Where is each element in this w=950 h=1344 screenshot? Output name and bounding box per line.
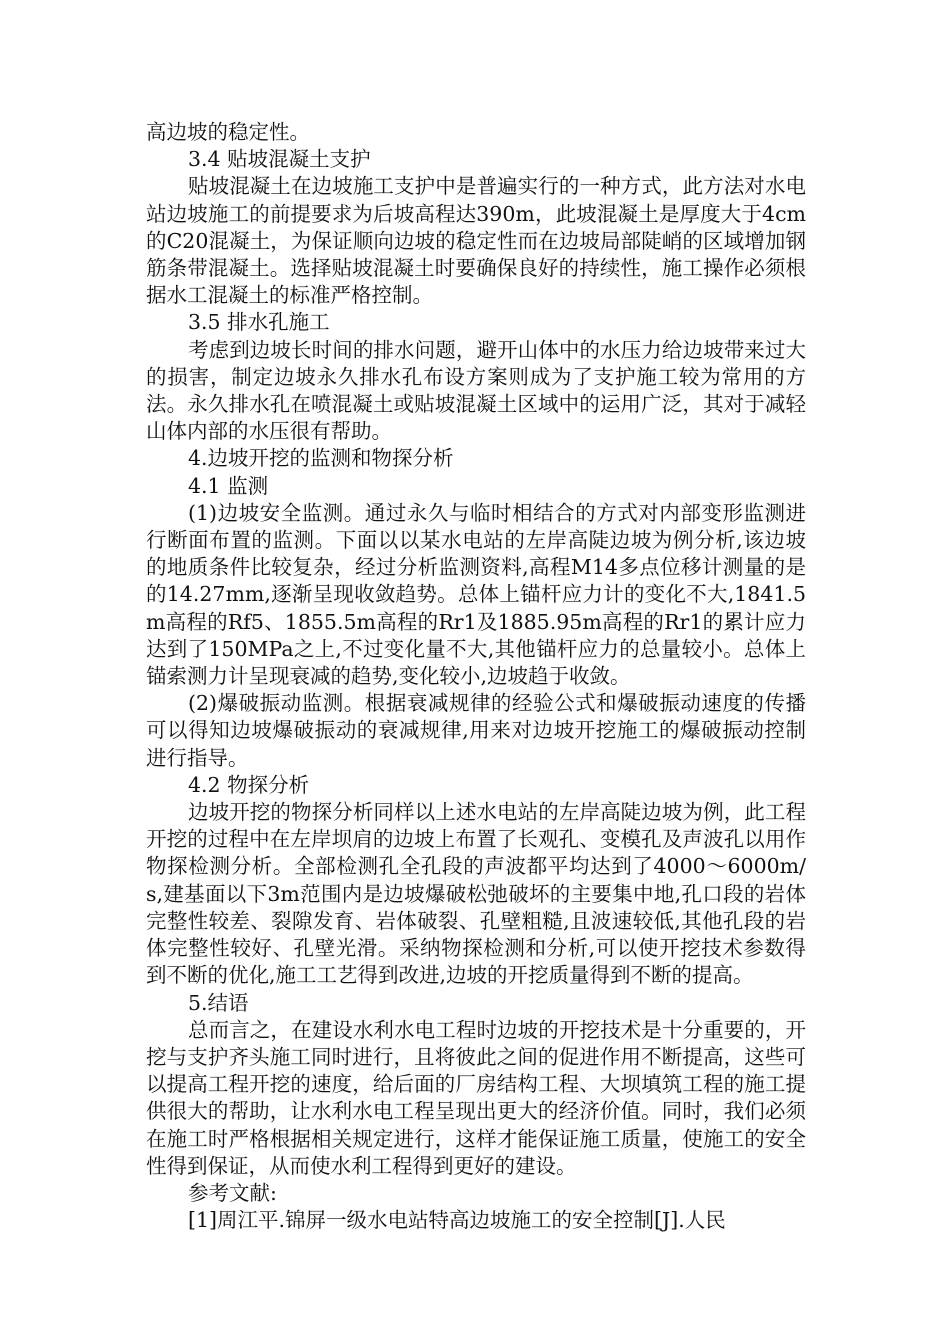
paragraph-conclusion: 总而言之，在建设水利水电工程时边坡的开挖技术是十分重要的，开挖与支护齐头施工同时进行，且将彼此之间的促进作用不断提高，这些可以提高工程开挖的速度，给后面的厂房结构工程、大坝填筑工程的施工提供很大的帮助，让水利水电工程呈现出更大的经济价值。同时，我们必须在施工时严格根据相关规定进行，这样才能保证施工质量，使施工的安全性得到保证，从而使水利工程得到更好的建设。 (146, 1017, 806, 1178)
heading-4-1: 4.1 监测 (188, 473, 269, 498)
document-body (146, 119, 806, 1234)
paragraph-blasting-vibration-monitoring: (2)爆破振动监测。根据衰减规律的经验公式和爆破振动速度的传播可以得知边坡爆破振动的衰减规律,用来对边坡开挖施工的爆破振动控制进行指导。 (146, 691, 806, 770)
reference-item-1: [1]周江平.锦屏一级水电站特高边坡施工的安全控制[J].人民 (188, 1208, 726, 1233)
paragraph-geophysical-analysis: 边坡开挖的物探分析同样以上述水电站的左岸高陡边坡为例，此工程开挖的过程中在左岸坝肩的边坡上布置了长观孔、变模孔及声波孔以用作物探检测分析。全部检测孔全孔段的声波都平均达到了4000～6000m/s,建基面以下3m范围内是边坡爆破松弛破坏的主要集中地,孔口段的岩体完整性较差、裂隙发育、岩体破裂、孔壁粗糙,且波速较低,其他孔段的岩体完整性较好、孔壁光滑。采纳物探检测和分析,可以使开挖技术参数得到不断的优化,施工工艺得到改进,边坡的开挖质量得到不断的提高。 (146, 800, 806, 988)
paragraph-drainage-holes: 考虑到边坡长时间的排水问题，避开山体中的水压力给边坡带来过大的损害，制定边坡永久排水孔布设方案则成为了支护施工较为常用的方法。永久排水孔在喷混凝土或贴坡混凝土区域中的运用广泛，其对于减轻山体内部的水压很有帮助。 (146, 337, 806, 444)
heading-5: 5.结语 (188, 990, 249, 1015)
paragraph-stability-end: 高边坡的稳定性。 (146, 120, 310, 144)
paragraph-shotcrete-support: 贴坡混凝土在边坡施工支护中是普遍实行的一种方式，此方法对水电站边坡施工的前提要求为后坡高程达390m，此坡混凝土是厚度大于4cm的C20混凝土，为保证顺向边坡的稳定性而在边坡局部陡峭的区域增加钢筋条带混凝土。选择贴坡混凝土时要确保良好的持续性，施工操作必须根据水工混凝土的标准严格控制。 (146, 174, 806, 308)
heading-references: 参考文献: (188, 1180, 277, 1205)
heading-3-4: 3.4 贴坡混凝土支护 (188, 147, 371, 172)
heading-3-5: 3.5 排水孔施工 (188, 310, 330, 335)
paragraph-slope-safety-monitoring: (1)边坡安全监测。通过永久与临时相结合的方式对内部变形监测进行断面布置的监测。下面以以某水电站的左岸高陡边坡为例分析,该边坡的地质条件比较复杂，经过分析监测资料,高程M14多点位移计测量的是的14.27mm,逐渐呈现收敛趋势。总体上锚杆应力计的变化不大,1841.5m高程的Rf5、1855.5m高程的Rr1及1885.95m高程的Rr1的累计应力达到了150MPa之上,不过变化量不大,其他锚杆应力的总量较小。总体上锚索测力计呈现衰减的趋势,变化较小,边坡趋于收敛。 (146, 500, 806, 689)
heading-4-2: 4.2 物探分析 (188, 772, 310, 797)
heading-4: 4.边坡开挖的监测和物探分析 (188, 446, 454, 471)
